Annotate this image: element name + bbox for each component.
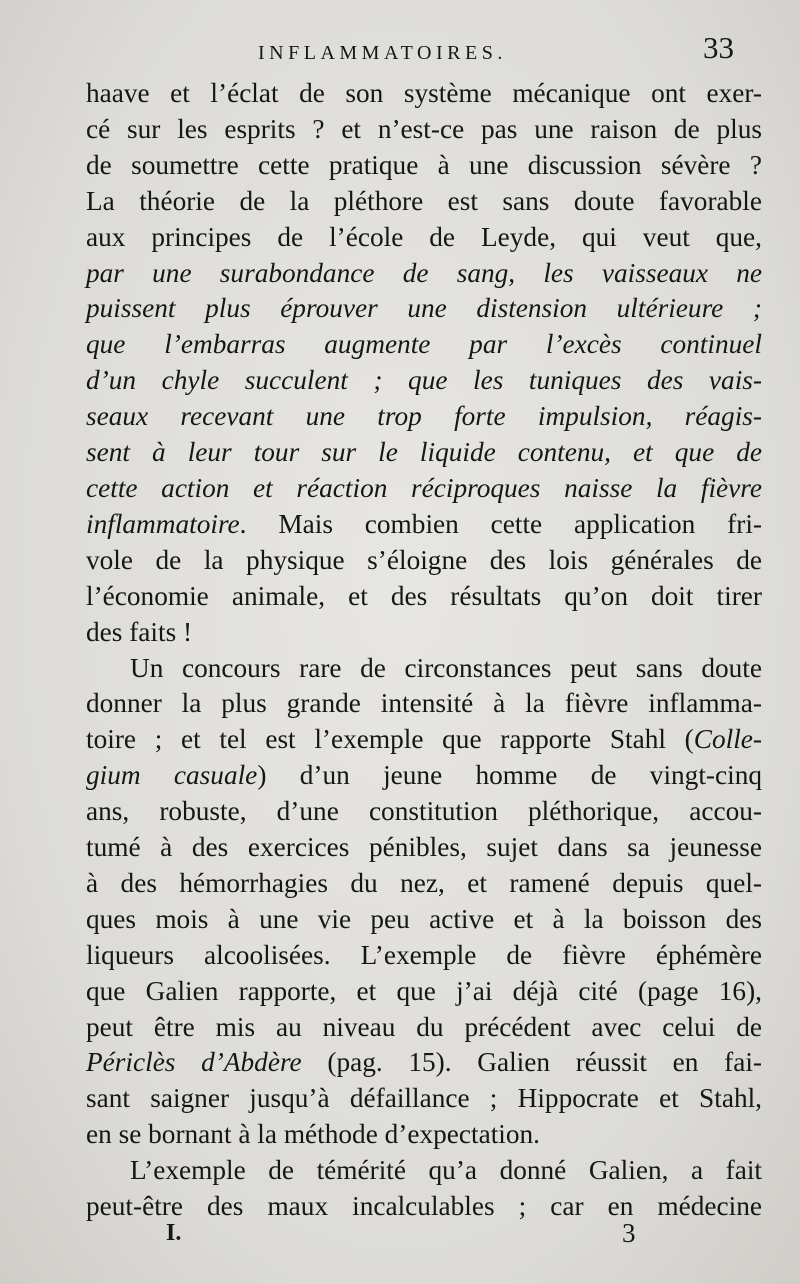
text-line (86, 220, 762, 256)
italic-text: Colle- (693, 724, 762, 755)
text-segment: La théorie de la pléthore est sans doute favorable (86, 185, 762, 216)
text-line (86, 327, 762, 363)
text-segment: haave et l’éclat de son système mécanique ont exer- (86, 78, 762, 108)
text-segment: l’économie animale, et des résultats qu’on doit tirer (86, 580, 762, 611)
text-line (86, 507, 762, 543)
text-line (86, 291, 762, 327)
text-line (86, 399, 762, 435)
text-segment: peut-être des maux incalculables ; car en médecine (86, 1191, 762, 1222)
text-line (86, 1081, 762, 1117)
text-segment: donner la plus grande intensité à la fièvre inflamma- (86, 688, 762, 719)
italic-text: d’un chyle succulent ; que les tuniques des vais- (86, 365, 762, 396)
italic-text: sent à leur tour sur le liquide contenu, et que de (86, 437, 762, 468)
text-line (86, 1045, 762, 1081)
text-line (86, 76, 762, 112)
italic-text: puissent plus éprouver une distension ultérieure ; (86, 293, 762, 324)
text-segment: cé sur les esprits ? et n’est-ce pas une raison de plus (86, 113, 762, 144)
text-line (86, 902, 762, 938)
text-line (86, 974, 762, 1010)
page-header (0, 30, 800, 70)
text-line (86, 794, 762, 830)
text-line (86, 1117, 762, 1153)
signature-mark: I. (166, 1220, 182, 1246)
text-segment: ans, robuste, d’une constitution pléthorique, accou- (86, 796, 762, 827)
text-segment: peut être mis au niveau du précédent avec celui de (86, 1011, 762, 1042)
text-line (86, 148, 762, 184)
text-line (86, 615, 762, 651)
text-segment: toire ; et tel est l’exemple que rapporte Stahl ( (86, 724, 694, 755)
text-line (86, 256, 762, 292)
text-line (86, 686, 762, 722)
text-line (86, 722, 762, 758)
italic-text: inflammatoire (86, 508, 240, 539)
text-line (86, 543, 762, 579)
text-line (86, 435, 762, 471)
text-line (86, 471, 762, 507)
text-segment: de soumettre cette pratique à une discussion sévère ? (86, 149, 762, 180)
italic-text: gium casuale (86, 760, 258, 791)
text-segment: (pag. 15). Galien réussit en fai- (301, 1047, 762, 1078)
page-number: 33 (703, 30, 734, 65)
text-segment: des faits ! (86, 616, 193, 647)
text-line (86, 112, 762, 148)
text-segment: à des hémorrhagies du nez, et ramené depuis quel- (86, 867, 762, 898)
text-line (86, 651, 762, 687)
text-segment: tumé à des exercices pénibles, sujet dans sa jeunesse (86, 832, 762, 863)
italic-text: que l’embarras augmente par l’excès continuel (86, 329, 762, 360)
text-segment: en se bornant à la méthode d’expectation. (86, 1119, 541, 1150)
text-segment: aux principes de l’école de Leyde, qui veut que, (86, 221, 762, 252)
text-line (86, 938, 762, 974)
text-line (86, 866, 762, 902)
italic-text: Périclès d’Abdère (86, 1047, 302, 1078)
page-footer (0, 1216, 800, 1256)
italic-text: seaux recevant une trop forte impulsion, réagis- (86, 401, 762, 432)
body-text (86, 76, 762, 1225)
text-line (86, 579, 762, 615)
text-line (86, 184, 762, 220)
text-segment: Un concours rare de circonstances peut sans doute (130, 652, 762, 683)
text-segment: vole de la physique s’éloigne des lois générales de (86, 544, 762, 575)
signature-number: 3 (622, 1218, 636, 1248)
text-segment: sant saigner jusqu’à défaillance ; Hippocrate et Stahl, (86, 1083, 762, 1114)
text-line (86, 830, 762, 866)
text-segment: . Mais combien cette application fri- (239, 508, 762, 539)
text-segment: ) d’un jeune homme de vingt-cinq (257, 760, 762, 791)
text-line (86, 363, 762, 399)
text-segment: L’exemple de témérité qu’a donné Galien, a fait (130, 1155, 762, 1186)
text-line (86, 1010, 762, 1046)
italic-text: cette action et réaction réciproques naisse la fièvre (86, 472, 762, 503)
text-segment: ques mois à une vie peu active et à la boisson des (86, 903, 762, 934)
running-head: INFLAMMATOIRES. (258, 42, 507, 64)
text-line (86, 1153, 762, 1189)
italic-text: par une surabondance de sang, les vaisseaux ne (86, 257, 762, 288)
text-segment: que Galien rapporte, et que j’ai déjà cité (page 16), (86, 975, 762, 1006)
text-segment: liqueurs alcoolisées. L’exemple de fièvre éphémère (86, 939, 762, 970)
text-line (86, 758, 762, 794)
